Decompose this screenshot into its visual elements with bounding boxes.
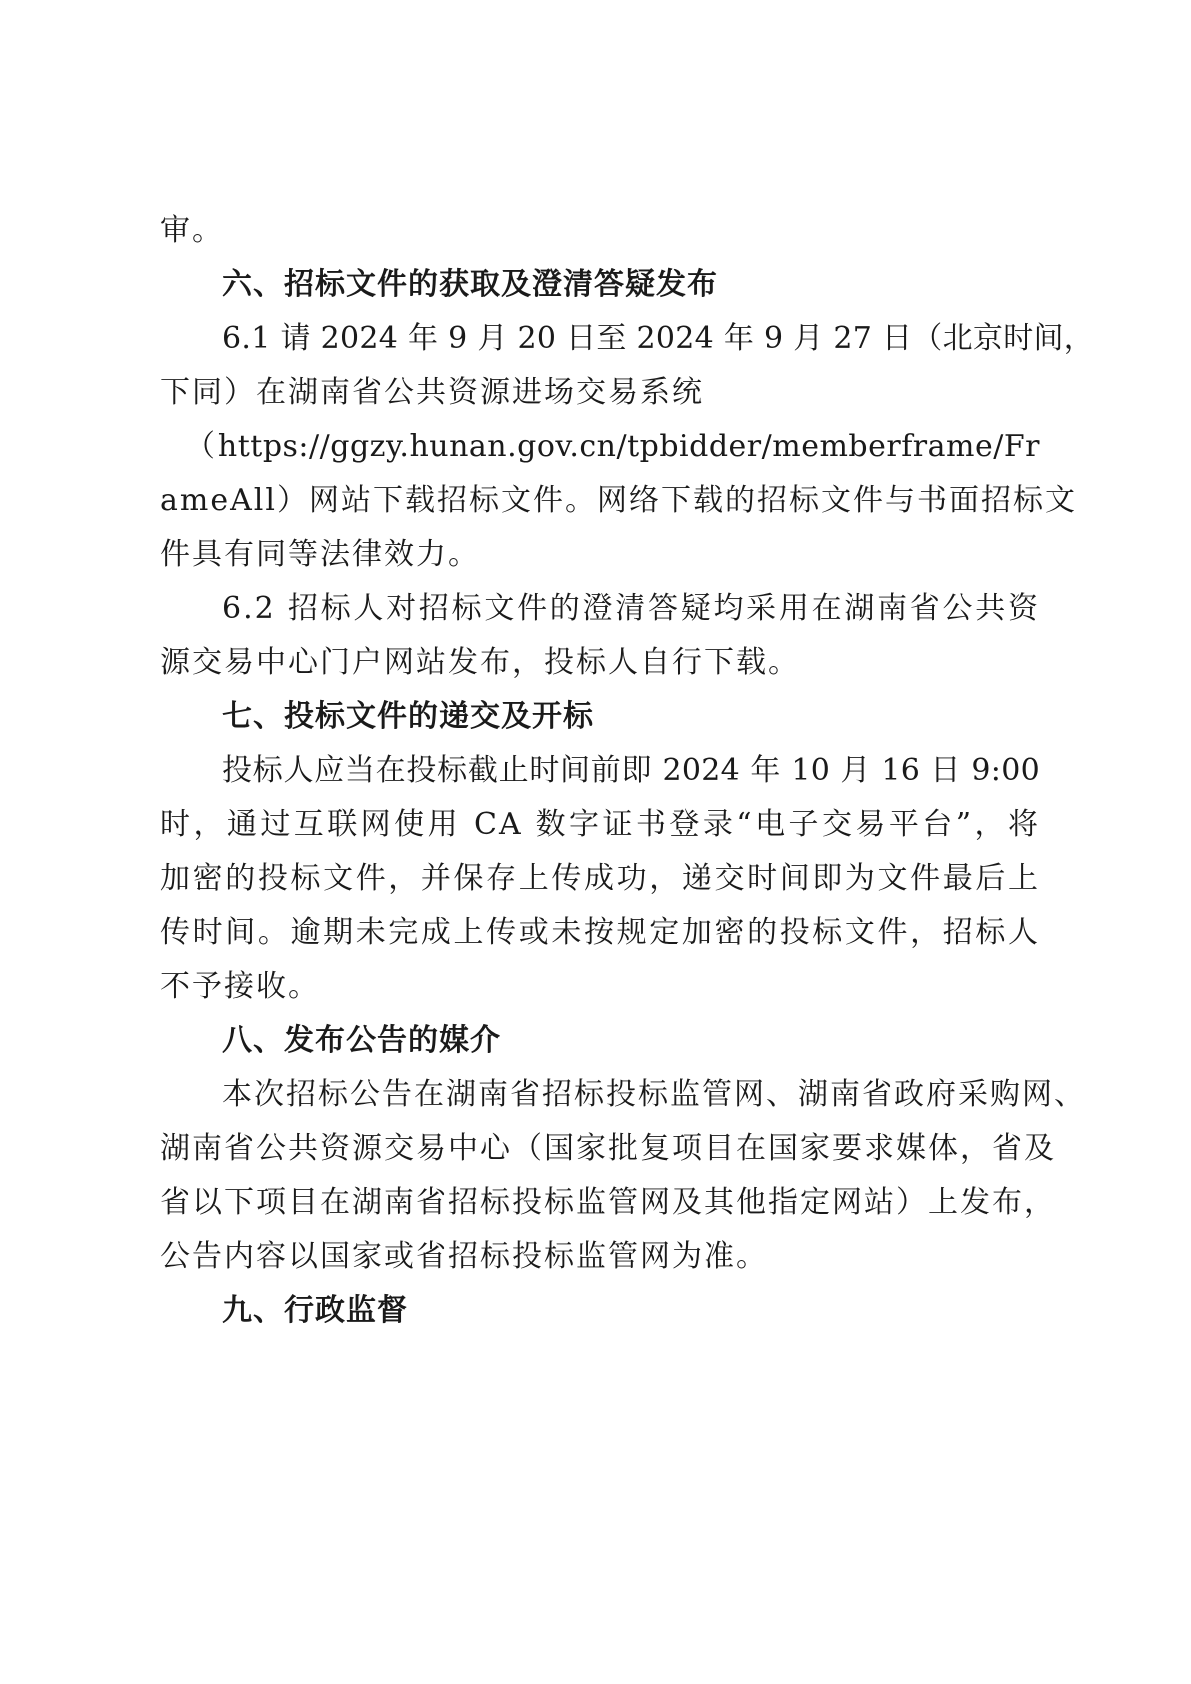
paragraph-line: 公告内容以国家或省招标投标监管网为准。 xyxy=(160,1239,768,1274)
paragraph-line: 源交易中心门户网站发布，投标人自行下载。 xyxy=(160,645,800,680)
section-heading-9: 九、行政监督 xyxy=(222,1293,408,1328)
paragraph-line: 件具有同等法律效力。 xyxy=(160,537,480,572)
paragraph-line: 审。 xyxy=(160,213,224,248)
paragraph-line: 本次招标公告在湖南省招标投标监管网、湖南省政府采购网、 xyxy=(222,1077,1086,1112)
section-heading-7: 七、投标文件的递交及开标 xyxy=(222,699,594,734)
paragraph-line: ameAll）网站下载招标文件。网络下载的招标文件与书面招标文 xyxy=(160,483,1077,518)
section-heading-6: 六、招标文件的获取及澄清答疑发布 xyxy=(222,267,718,302)
paragraph-line: 6.1 请 2024 年 9 月 20 日至 2024 年 9 月 27 日（北京时间， xyxy=(222,321,1095,356)
paragraph-line: 湖南省公共资源交易中心（国家批复项目在国家要求媒体，省及 xyxy=(160,1131,1056,1166)
paragraph-line: 下同）在湖南省公共资源进场交易系统 xyxy=(160,375,704,410)
section-heading-8: 八、发布公告的媒介 xyxy=(222,1023,501,1058)
url-line: （https://ggzy.hunan.gov.cn/tpbidder/memberframe/Fr xyxy=(185,429,1040,464)
paragraph-line: 时，通过互联网使用 CA 数字证书登录“电子交易平台”，将 xyxy=(160,807,1040,842)
paragraph-line: 加密的投标文件，并保存上传成功，递交时间即为文件最后上 xyxy=(160,861,1040,896)
paragraph-line: 6.2 招标人对招标文件的澄清答疑均采用在湖南省公共资 xyxy=(222,591,1040,626)
paragraph-line: 省以下项目在湖南省招标投标监管网及其他指定网站）上发布， xyxy=(160,1185,1056,1220)
paragraph-line: 不予接收。 xyxy=(160,969,320,1004)
paragraph-line: 投标人应当在投标截止时间前即 2024 年 10 月 16 日 9:00 xyxy=(222,753,1040,788)
paragraph-line: 传时间。逾期未完成上传或未按规定加密的投标文件，招标人 xyxy=(160,915,1040,950)
